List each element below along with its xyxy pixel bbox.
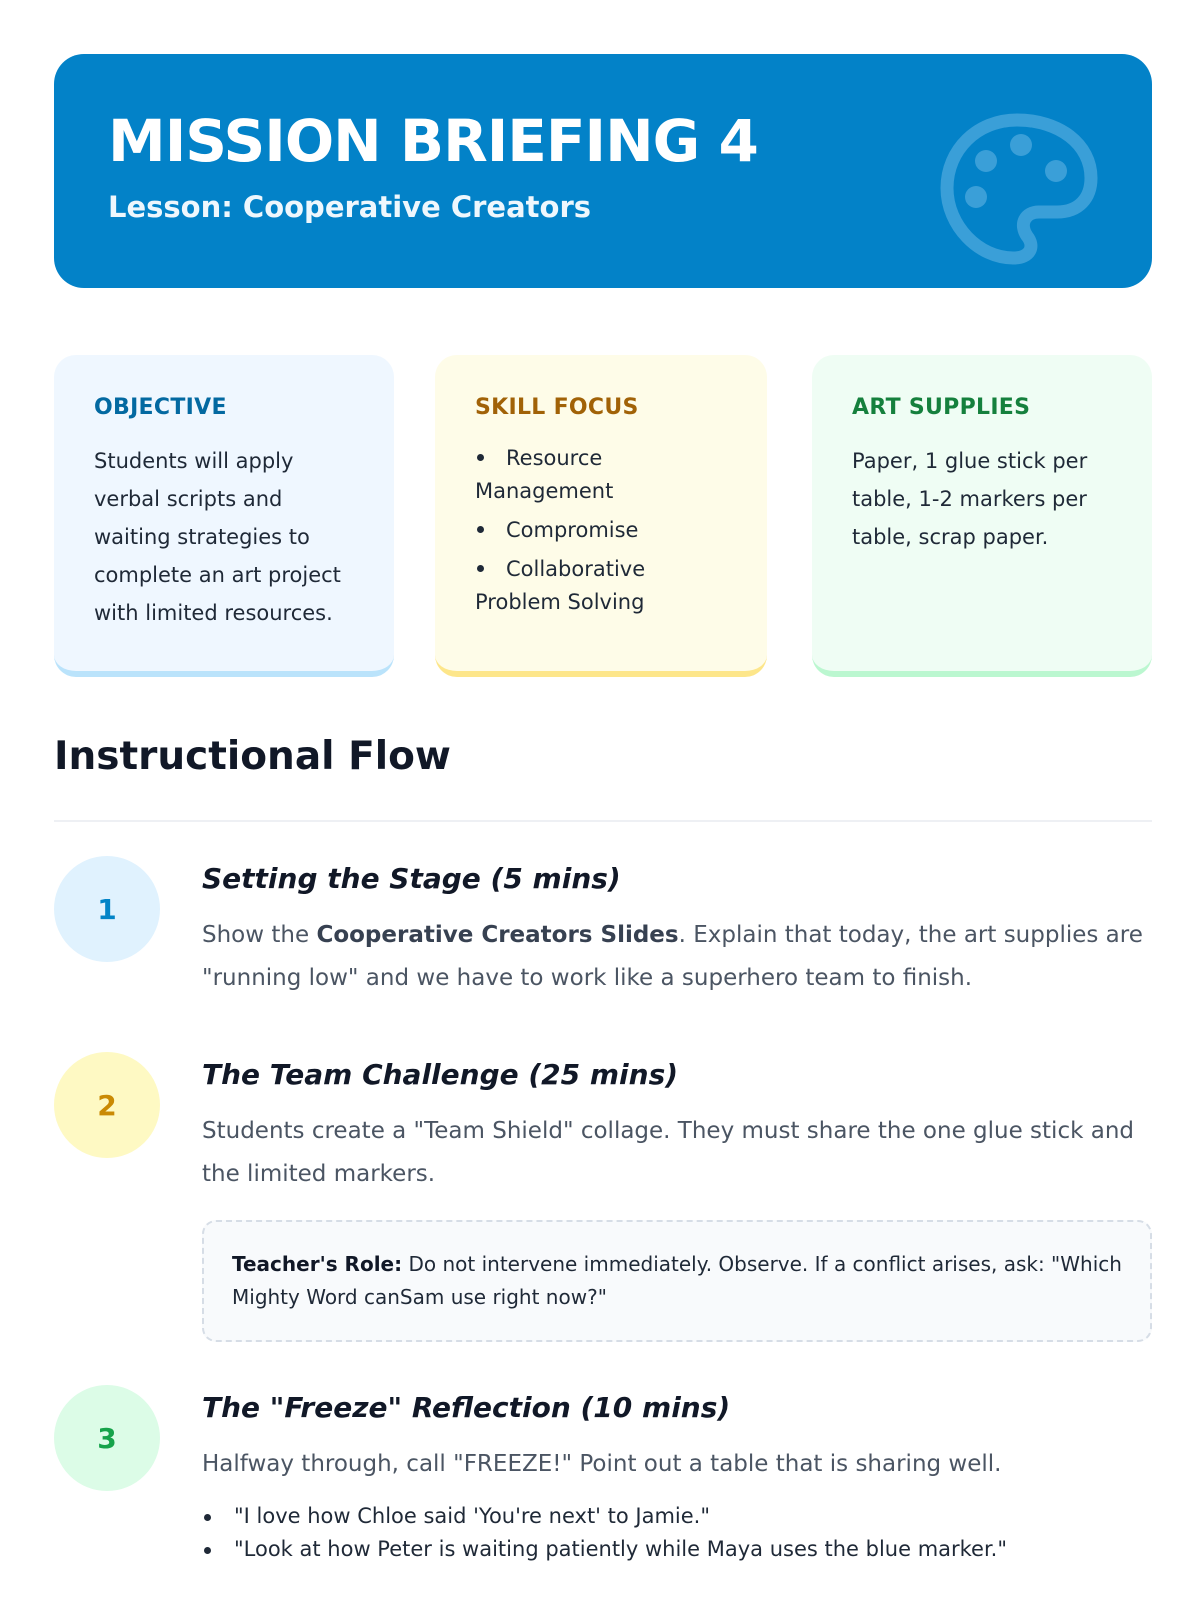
step-text: Students create a "Team Shield" collage. They must share the one glue stick and the limited markers. (202, 1118, 1134, 1187)
lesson-subtitle: Lesson: Cooperative Creators (108, 190, 592, 224)
step-title: The "Freeze" Reflection (10 mins) (202, 1391, 731, 1424)
step-body (202, 1052, 1152, 1342)
section-title: Instructional Flow (54, 734, 451, 779)
objective-text: Students will apply verbal scripts and waiting strategies to complete an art project with limited resources. (94, 449, 341, 625)
step-title: Setting the Stage (5 mins) (202, 862, 621, 895)
skill-item: Collaborative Problem Solving (475, 557, 646, 614)
header-banner (54, 54, 1152, 288)
skill-item: Compromise (475, 514, 731, 547)
bullet-icon (477, 454, 484, 461)
page-title: MISSION BRIEFING 4 (108, 107, 758, 175)
teacher-role-text: Do not intervene immediately. Observe. If a conflict arises, ask: "Which Mighty Word canSam use right now?" (232, 1252, 1122, 1309)
step-title: The Team Challenge (25 mins) (202, 1058, 679, 1091)
step-text: Halfway through, call "FREEZE!" Point out a table that is sharing well. (202, 1451, 1002, 1477)
step-body (202, 856, 1152, 1000)
skill-focus-heading: SKILL FOCUS (475, 395, 639, 420)
praise-quotes (202, 1500, 1152, 1566)
skill-item: Resource Management (475, 446, 614, 503)
objective-card (54, 355, 394, 677)
art-supplies-card (812, 355, 1152, 677)
slides-name: Cooperative Creators Slides (316, 922, 679, 948)
teacher-role-label: Teacher's Role: (232, 1252, 403, 1276)
quote-item: "I love how Chloe said 'You're next' to Jamie." (202, 1500, 1152, 1533)
skill-focus-card (435, 355, 767, 677)
section-divider (54, 820, 1152, 822)
bullet-icon (477, 565, 484, 572)
summary-cards (54, 355, 1152, 685)
art-supplies-heading: ART SUPPLIES (852, 395, 1031, 420)
step-body (202, 1385, 1152, 1566)
step-number: 3 (54, 1385, 160, 1491)
palette-icon (939, 112, 1099, 272)
step-number: 1 (54, 856, 160, 962)
step-number: 2 (54, 1052, 160, 1158)
lesson-page (54, 54, 1152, 1561)
step-text: Show the Cooperative Creators Slides. Explain that today, the art supplies are "running low" and we have to work like a superhero team to finish. (202, 922, 1143, 991)
quote-item: "Look at how Peter is waiting patiently while Maya uses the blue marker." (202, 1533, 1152, 1566)
art-supplies-text: Paper, 1 glue stick per table, 1-2 markers per table, scrap paper. (852, 449, 1088, 549)
teacher-role-callout (202, 1220, 1152, 1342)
skill-list (475, 442, 731, 619)
objective-heading: OBJECTIVE (94, 395, 227, 420)
bullet-icon (477, 526, 484, 533)
